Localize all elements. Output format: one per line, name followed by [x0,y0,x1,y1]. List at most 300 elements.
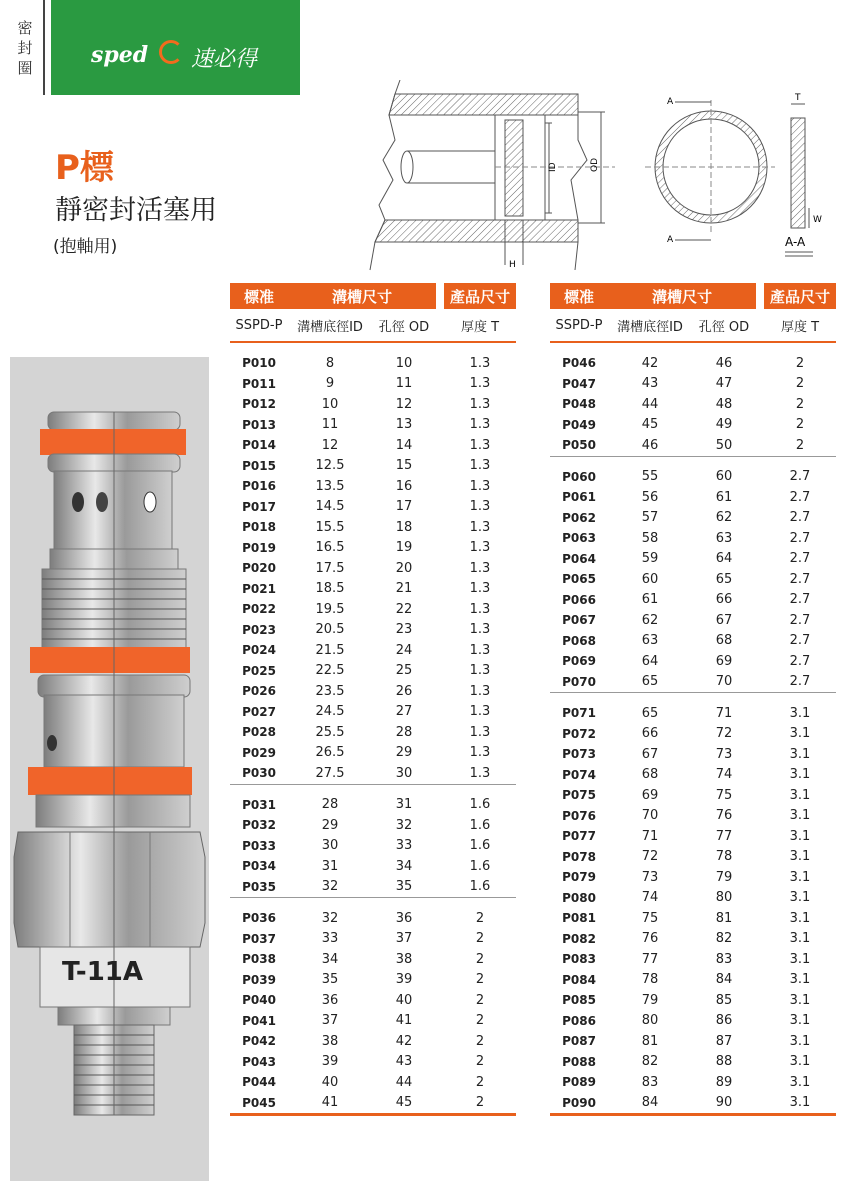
cell-code: P036 [242,911,276,926]
table-row [230,908,516,929]
cell-od: 69 [715,653,733,669]
cell-od: 29 [395,745,413,761]
cell-thickness: 3.1 [789,849,811,865]
cell-code: P065 [562,572,596,587]
table-row [230,970,516,991]
cell-gap [756,765,764,786]
cell-code: P025 [242,663,276,678]
cell-thickness: 2.7 [789,489,811,505]
cell-groove-id: 83 [641,1074,659,1090]
cell-code: P042 [242,1034,276,1049]
cell-thickness: 2.7 [789,612,811,628]
cell-od: 60 [715,469,733,485]
table-row [550,394,836,415]
cell-thickness: 2.7 [789,510,811,526]
cell-code: P010 [242,356,276,371]
cell-code: P063 [562,531,596,546]
cell-groove-id: 27.5 [288,763,372,784]
cell-od: 40 [395,992,413,1008]
table-row [230,353,516,374]
cell-od: 24 [395,642,413,658]
col-groove-id: 溝槽底徑ID [608,309,692,342]
cell-groove-id: 80 [641,1013,659,1029]
cell-code: P080 [562,890,596,905]
cell-groove-id: 19.5 [315,601,345,617]
table-row [550,467,836,488]
cell-groove-id: 64 [641,653,659,669]
cell-gap [756,703,764,724]
cell-od: 78 [715,849,733,865]
label-a-top: A [667,97,674,107]
cell-thickness: 2 [795,376,805,392]
cell-groove-id: 84 [608,1093,692,1115]
cell-thickness: 2 [475,972,485,988]
header-standard: 標准 [550,283,608,309]
cell-code: P070 [550,672,608,693]
group-spacer [550,342,836,353]
cell-groove-id: 12.5 [315,458,345,474]
cell-groove-id: 13.5 [315,478,345,494]
cell-groove-id: 16.5 [315,540,345,556]
cell-od: 13 [395,417,413,433]
cell-thickness: 2 [795,417,805,433]
table-row [550,847,836,868]
cell-thickness: 3.1 [789,992,811,1008]
cell-od: 80 [715,890,733,906]
cell-groove-id: 9 [325,376,335,392]
cell-od: 49 [715,417,733,433]
table-row [550,1093,836,1115]
cell-od: 31 [395,797,413,813]
cell-thickness: 1.3 [469,745,491,761]
cell-groove-id: 35 [321,972,339,988]
cell-thickness: 2 [764,435,836,456]
cell-groove-id: 12 [321,437,339,453]
cell-od: 64 [715,551,733,567]
cell-groove-id: 30 [321,838,339,854]
table-row [230,722,516,743]
page-note: (抱軸用) [53,237,118,257]
cell-od: 23 [395,622,413,638]
cell-groove-id: 77 [641,951,659,967]
table-row [230,1072,516,1093]
cell-od: 72 [715,726,733,742]
cell-code: P027 [242,704,276,719]
cell-gap [756,785,764,806]
cell-code: P034 [242,859,276,874]
table-row [550,631,836,652]
cell-thickness: 2.7 [789,653,811,669]
cell-groove-id: 32 [288,877,372,898]
cell-thickness: 1.3 [469,437,491,453]
cell-thickness: 1.6 [469,838,491,854]
table-row [230,836,516,857]
cell-gap [756,847,764,868]
cell-gap [436,815,444,836]
cell-groove-id: 31 [321,858,339,874]
cell-gap [436,538,444,559]
cell-thickness: 2 [795,355,805,371]
cell-thickness: 3.1 [789,1074,811,1090]
cell-code: P087 [562,1034,596,1049]
cell-gap [436,374,444,395]
cell-code: P044 [242,1075,276,1090]
cell-gap [436,579,444,600]
header-groove-size: 溝槽尺寸 [608,283,756,309]
cell-od: 75 [715,787,733,803]
cell-code: P022 [242,602,276,617]
cell-thickness: 1.3 [469,499,491,515]
cell-code: P068 [562,633,596,648]
cell-od: 70 [692,672,756,693]
table-row [550,353,836,374]
table-row [550,610,836,631]
oring-cross-section [785,104,813,256]
table-row [550,744,836,765]
col-code: SSPD-P [230,309,288,342]
cell-gap [756,724,764,745]
cell-thickness: 2.7 [789,551,811,567]
cell-gap [436,1052,444,1073]
cell-thickness: 3.1 [789,705,811,721]
cell-code: P011 [242,376,276,391]
cell-thickness: 1.3 [469,642,491,658]
group-spacer [230,784,516,795]
cell-gap [436,702,444,723]
cell-code: P033 [242,838,276,853]
table-row [230,929,516,950]
cell-thickness: 2 [475,1013,485,1029]
cell-od: 83 [715,951,733,967]
cell-groove-id: 45 [641,417,659,433]
cell-od: 79 [715,869,733,885]
cell-groove-id: 79 [641,992,659,1008]
cell-groove-id: 73 [641,869,659,885]
cell-gap [436,949,444,970]
cell-groove-id: 74 [641,890,659,906]
cell-od: 41 [395,1013,413,1029]
cell-gap [436,353,444,374]
cell-groove-id: 69 [641,787,659,803]
cell-gap [756,970,764,991]
cell-code: P038 [242,952,276,967]
cell-thickness: 3.1 [789,1054,811,1070]
cell-gap [436,599,444,620]
cell-thickness: 1.3 [469,683,491,699]
cell-groove-id: 57 [641,510,659,526]
cell-thickness: 1.3 [469,417,491,433]
cell-code: P012 [242,397,276,412]
cell-od: 86 [715,1013,733,1029]
cell-thickness: 1.3 [469,581,491,597]
table-row [550,435,836,456]
cell-thickness: 1.3 [469,704,491,720]
cell-gap [436,476,444,497]
cell-gap [756,374,764,395]
cell-od: 25 [395,663,413,679]
cell-code: P061 [562,490,596,505]
table-row [230,579,516,600]
table-row [230,1052,516,1073]
col-thickness: 厚度 T [444,309,516,342]
cell-gap [756,394,764,415]
cell-od: 66 [715,592,733,608]
cell-code: P026 [242,684,276,699]
cell-groove-id: 38 [321,1033,339,1049]
cell-gap [756,929,764,950]
cell-code: P073 [562,747,596,762]
cell-gap [756,353,764,374]
cell-od: 34 [395,858,413,874]
table-row [550,549,836,570]
cell-thickness: 3.1 [789,1033,811,1049]
cell-gap [436,908,444,929]
cell-thickness: 3.1 [789,746,811,762]
brand-banner [51,0,300,95]
cell-gap [436,394,444,415]
cell-gap [756,806,764,827]
cell-code: P086 [562,1013,596,1028]
table-row [550,990,836,1011]
cell-groove-id: 70 [641,808,659,824]
shaft [401,115,615,220]
cell-thickness: 1.3 [469,478,491,494]
cell-od: 48 [715,396,733,412]
cell-od: 88 [715,1054,733,1070]
cell-groove-id: 76 [641,931,659,947]
cell-gap [756,990,764,1011]
cell-gap [756,651,764,672]
cell-thickness: 3.1 [789,951,811,967]
table-row [550,929,836,950]
cell-od: 22 [395,601,413,617]
cell-code: P030 [230,763,288,784]
cell-od: 15 [395,458,413,474]
cell-code: P088 [562,1054,596,1069]
table-row [550,1031,836,1052]
cell-thickness: 1.6 [469,858,491,874]
cell-code: P031 [242,797,276,812]
cell-od: 73 [715,746,733,762]
cell-gap [436,435,444,456]
cell-thickness: 1.6 [469,817,491,833]
table-row [550,1052,836,1073]
header-groove-size: 溝槽尺寸 [288,283,436,309]
cell-groove-id: 29 [321,817,339,833]
table-row [550,949,836,970]
cell-code: P021 [242,581,276,596]
header-standard: 標准 [230,283,288,309]
table-row [230,743,516,764]
table-row [230,1093,516,1115]
cell-od: 14 [395,437,413,453]
cell-groove-id: 20.5 [315,622,345,638]
table-row [230,1011,516,1032]
cell-od: 33 [395,838,413,854]
cell-groove-id: 44 [641,396,659,412]
side-divider [43,0,45,95]
table-row [230,415,516,436]
cell-gap [436,415,444,436]
cell-od: 65 [715,571,733,587]
cell-od: 46 [715,355,733,371]
cell-groove-id: 39 [321,1054,339,1070]
header-product-size: 產品尺寸 [764,283,836,309]
cell-code: P064 [562,551,596,566]
cell-code: P014 [242,438,276,453]
table-row [230,497,516,518]
cell-code: P037 [242,931,276,946]
label-od: OD [590,157,600,172]
cell-gap [436,1093,444,1115]
table-row [550,1072,836,1093]
cell-groove-id: 61 [641,592,659,608]
cell-code: P090 [550,1093,608,1115]
cell-od: 84 [715,972,733,988]
table-row [230,456,516,477]
cell-od: 85 [715,992,733,1008]
cell-code: P013 [242,417,276,432]
cell-od: 32 [395,817,413,833]
cell-groove-id: 67 [641,746,659,762]
cell-code: P019 [242,540,276,555]
cell-gap [436,877,444,898]
brand-name-cn: 速必得 [191,47,258,72]
cell-groove-id: 75 [641,910,659,926]
table-row [230,476,516,497]
table-row [550,374,836,395]
cell-thickness: 2.7 [789,469,811,485]
spec-table-right [550,283,836,1116]
cell-groove-id: 37 [321,1013,339,1029]
cell-thickness: 2.7 [789,633,811,649]
cell-groove-id: 43 [641,376,659,392]
cell-gap [436,497,444,518]
cell-od: 90 [692,1093,756,1115]
cell-gap [436,1011,444,1032]
cell-gap [436,640,444,661]
table-row [230,558,516,579]
cell-groove-id: 68 [641,767,659,783]
cell-code: P047 [562,376,596,391]
cell-code: P039 [242,972,276,987]
cell-code: P035 [230,877,288,898]
table-row [550,765,836,786]
cell-code: P049 [562,417,596,432]
cell-od: 62 [715,510,733,526]
table-row [230,517,516,538]
cell-groove-id: 72 [641,849,659,865]
cell-gap [436,1031,444,1052]
cell-code: P048 [562,397,596,412]
cell-thickness: 1.3 [469,519,491,535]
cell-groove-id: 14.5 [315,499,345,515]
cell-code: P071 [562,706,596,721]
group-spacer [230,898,516,909]
cell-thickness: 1.3 [469,396,491,412]
cell-thickness: 2.7 [789,571,811,587]
cell-thickness: 3.1 [789,1013,811,1029]
cell-code: P020 [242,561,276,576]
cell-groove-id: 56 [641,489,659,505]
cell-code: P078 [562,849,596,864]
cell-groove-id: 58 [641,530,659,546]
cell-code: P045 [230,1093,288,1115]
product-model-label: T-11A [62,957,144,987]
cell-thickness: 2 [475,1033,485,1049]
cell-thickness: 2 [475,931,485,947]
cell-gap [756,1072,764,1093]
cell-thickness: 1.3 [469,540,491,556]
cell-gap [756,610,764,631]
cell-thickness: 3.1 [789,726,811,742]
cell-gap [756,1093,764,1115]
cell-code: P067 [562,613,596,628]
cell-gap [756,569,764,590]
cell-code: P029 [242,745,276,760]
table-row [550,806,836,827]
cell-od: 61 [715,489,733,505]
cell-gap [436,620,444,641]
group-spacer [550,456,836,467]
cell-thickness: 1.6 [469,797,491,813]
cell-thickness: 2.7 [789,592,811,608]
col-code: SSPD-P [550,309,608,342]
cell-gap [436,1072,444,1093]
cell-od: 28 [395,724,413,740]
cell-code: P023 [242,622,276,637]
cell-gap [756,549,764,570]
table-row [230,394,516,415]
cell-thickness: 3.1 [789,910,811,926]
cell-gap [436,970,444,991]
cell-od: 77 [715,828,733,844]
cell-od: 44 [395,1074,413,1090]
cell-thickness: 3.1 [789,972,811,988]
cell-code: P081 [562,911,596,926]
page-subtitle: 靜密封活塞用 [55,195,217,226]
cell-groove-id: 65 [608,672,692,693]
cell-groove-id: 22.5 [315,663,345,679]
table-row [550,1011,836,1032]
cell-od: 37 [395,931,413,947]
cell-groove-id: 46 [608,435,692,456]
cell-groove-id: 81 [641,1033,659,1049]
cell-gap [756,590,764,611]
cell-gap [436,722,444,743]
cell-groove-id: 34 [321,951,339,967]
table-row [230,599,516,620]
cell-gap [436,990,444,1011]
cell-code: P085 [562,993,596,1008]
cell-gap [756,528,764,549]
table-row [550,703,836,724]
cell-od: 76 [715,808,733,824]
cell-thickness: 1.6 [444,877,516,898]
group-spacer [230,342,516,353]
col-groove-id: 溝槽底徑ID [288,309,372,342]
cell-groove-id: 21.5 [315,642,345,658]
cell-groove-id: 59 [641,551,659,567]
table-row [230,661,516,682]
cell-thickness: 1.3 [469,724,491,740]
cell-od: 47 [715,376,733,392]
group-spacer [550,693,836,704]
spec-table-left [230,283,516,1116]
cell-thickness: 1.3 [444,763,516,784]
cell-code: P076 [562,808,596,823]
cell-groove-id: 15.5 [315,519,345,535]
